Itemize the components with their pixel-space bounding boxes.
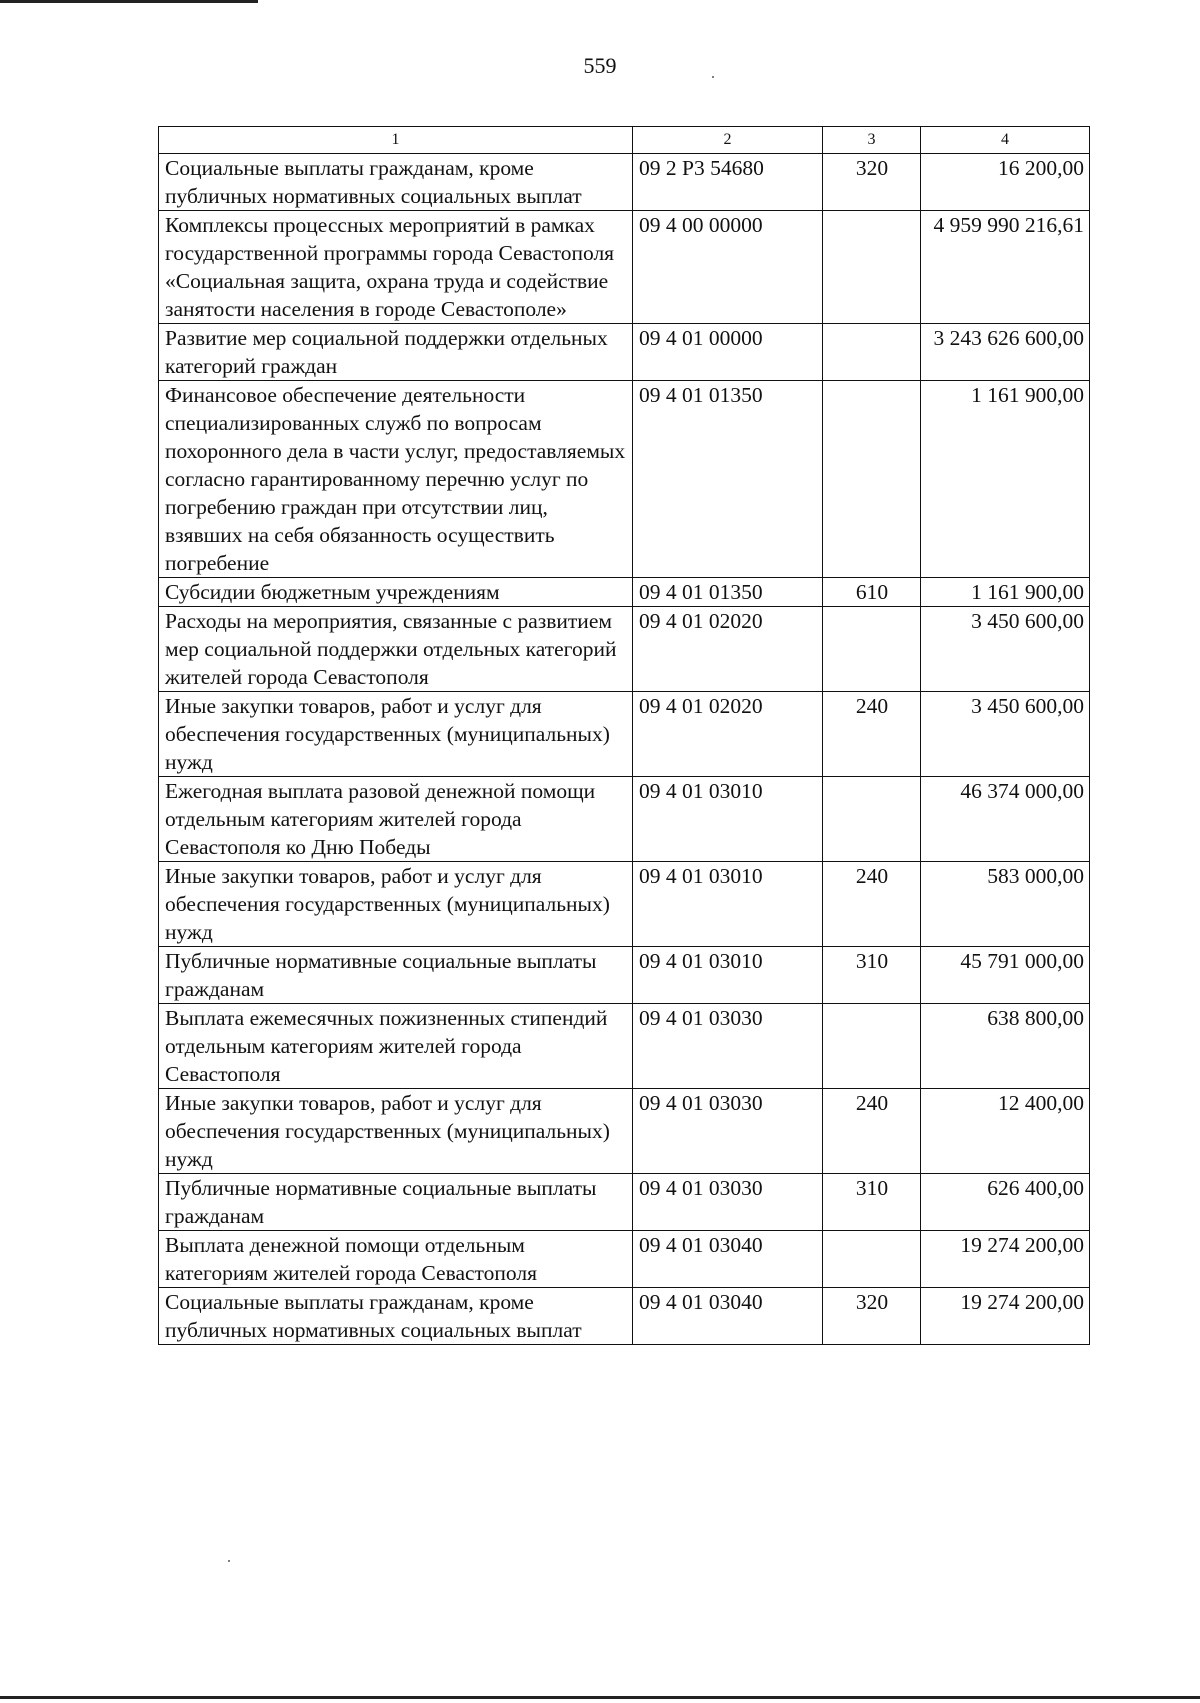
row-code-cell: 09 4 01 02020 — [633, 607, 823, 692]
row-type-cell: 310 — [823, 1174, 921, 1231]
table-row — [159, 154, 1090, 211]
row-code-cell: 09 4 01 03030 — [633, 1004, 823, 1089]
row-type-cell: 310 — [823, 947, 921, 1004]
table-row — [159, 862, 1090, 947]
row-sum-cell: 3 450 600,00 — [921, 607, 1090, 692]
column-header-name: 1 — [159, 127, 633, 154]
top-edge-rule — [0, 0, 258, 3]
row-code-cell: 09 4 01 01350 — [633, 578, 823, 607]
row-sum-cell: 45 791 000,00 — [921, 947, 1090, 1004]
row-sum-cell: 583 000,00 — [921, 862, 1090, 947]
row-code-cell: 09 4 01 03010 — [633, 777, 823, 862]
row-code-cell: 09 4 01 01350 — [633, 381, 823, 578]
table-row — [159, 578, 1090, 607]
row-name-cell: Иные закупки товаров, работ и услуг для обеспечения государственных (муниципальных) нужд — [159, 862, 633, 947]
bottom-edge-rule — [0, 1696, 1200, 1699]
page-number: 559 — [583, 53, 617, 78]
row-type-cell — [823, 381, 921, 578]
column-number-row — [159, 127, 1090, 154]
row-code-cell: 09 2 Р3 54680 — [633, 154, 823, 211]
row-sum-cell: 16 200,00 — [921, 154, 1090, 211]
row-sum-cell: 626 400,00 — [921, 1174, 1090, 1231]
row-code-cell: 09 4 01 03030 — [633, 1174, 823, 1231]
table-row — [159, 211, 1090, 324]
table-row — [159, 1231, 1090, 1288]
row-sum-cell: 3 450 600,00 — [921, 692, 1090, 777]
table-row — [159, 324, 1090, 381]
row-type-cell — [823, 1004, 921, 1089]
row-name-cell: Публичные нормативные социальные выплаты гражданам — [159, 947, 633, 1004]
table-row — [159, 777, 1090, 862]
row-name-cell: Финансовое обеспечение деятельности специализированных служб по вопросам похоронного дела в части услуг, предоставляемых согласно гарантированному перечню услуг по погребению граждан при отсутствии лиц, взявших на себя обязанность осуществить погребение — [159, 381, 633, 578]
row-code-cell: 09 4 00 00000 — [633, 211, 823, 324]
table-body — [159, 154, 1090, 1345]
row-type-cell: 240 — [823, 1089, 921, 1174]
row-name-cell: Иные закупки товаров, работ и услуг для обеспечения государственных (муниципальных) нужд — [159, 692, 633, 777]
row-sum-cell: 12 400,00 — [921, 1089, 1090, 1174]
row-sum-cell: 1 161 900,00 — [921, 578, 1090, 607]
row-type-cell: 610 — [823, 578, 921, 607]
table-row — [159, 1288, 1090, 1345]
row-sum-cell: 4 959 990 216,61 — [921, 211, 1090, 324]
row-type-cell — [823, 1231, 921, 1288]
table-row — [159, 1089, 1090, 1174]
table-row — [159, 1174, 1090, 1231]
scan-speck — [712, 76, 714, 78]
row-type-cell: 320 — [823, 154, 921, 211]
table-row — [159, 381, 1090, 578]
row-sum-cell: 19 274 200,00 — [921, 1231, 1090, 1288]
row-type-cell — [823, 211, 921, 324]
table-row — [159, 1004, 1090, 1089]
row-code-cell: 09 4 01 00000 — [633, 324, 823, 381]
row-name-cell: Ежегодная выплата разовой денежной помощи отдельным категориям жителей города Севастополя ко Дню Победы — [159, 777, 633, 862]
row-name-cell: Социальные выплаты гражданам, кроме публичных нормативных социальных выплат — [159, 154, 633, 211]
row-name-cell: Комплексы процессных мероприятий в рамках государственной программы города Севастополя «Социальная защита, охрана труда и содействие занятости населения в городе Севастополе» — [159, 211, 633, 324]
row-type-cell: 240 — [823, 862, 921, 947]
table-row — [159, 947, 1090, 1004]
row-sum-cell: 46 374 000,00 — [921, 777, 1090, 862]
row-type-cell — [823, 777, 921, 862]
row-name-cell: Развитие мер социальной поддержки отдельных категорий граждан — [159, 324, 633, 381]
row-name-cell: Расходы на мероприятия, связанные с развитием мер социальной поддержки отдельных категорий жителей города Севастополя — [159, 607, 633, 692]
row-code-cell: 09 4 01 03010 — [633, 862, 823, 947]
column-header-type: 3 — [823, 127, 921, 154]
row-name-cell: Субсидии бюджетным учреждениям — [159, 578, 633, 607]
row-code-cell: 09 4 01 02020 — [633, 692, 823, 777]
row-name-cell: Публичные нормативные социальные выплаты гражданам — [159, 1174, 633, 1231]
table-row — [159, 692, 1090, 777]
row-code-cell: 09 4 01 03040 — [633, 1288, 823, 1345]
row-name-cell: Выплата денежной помощи отдельным категориям жителей города Севастополя — [159, 1231, 633, 1288]
row-name-cell: Социальные выплаты гражданам, кроме публичных нормативных социальных выплат — [159, 1288, 633, 1345]
row-sum-cell: 3 243 626 600,00 — [921, 324, 1090, 381]
row-code-cell: 09 4 01 03030 — [633, 1089, 823, 1174]
row-code-cell: 09 4 01 03040 — [633, 1231, 823, 1288]
column-header-code: 2 — [633, 127, 823, 154]
budget-table — [158, 126, 1090, 1345]
row-type-cell: 320 — [823, 1288, 921, 1345]
row-type-cell — [823, 607, 921, 692]
row-type-cell: 240 — [823, 692, 921, 777]
column-header-sum: 4 — [921, 127, 1090, 154]
scan-speck — [228, 1560, 230, 1562]
row-sum-cell: 638 800,00 — [921, 1004, 1090, 1089]
row-name-cell: Иные закупки товаров, работ и услуг для обеспечения государственных (муниципальных) нужд — [159, 1089, 633, 1174]
row-type-cell — [823, 324, 921, 381]
table-row — [159, 607, 1090, 692]
row-code-cell: 09 4 01 03010 — [633, 947, 823, 1004]
row-name-cell: Выплата ежемесячных пожизненных стипендий отдельным категориям жителей города Севастополя — [159, 1004, 633, 1089]
row-sum-cell: 1 161 900,00 — [921, 381, 1090, 578]
row-sum-cell: 19 274 200,00 — [921, 1288, 1090, 1345]
